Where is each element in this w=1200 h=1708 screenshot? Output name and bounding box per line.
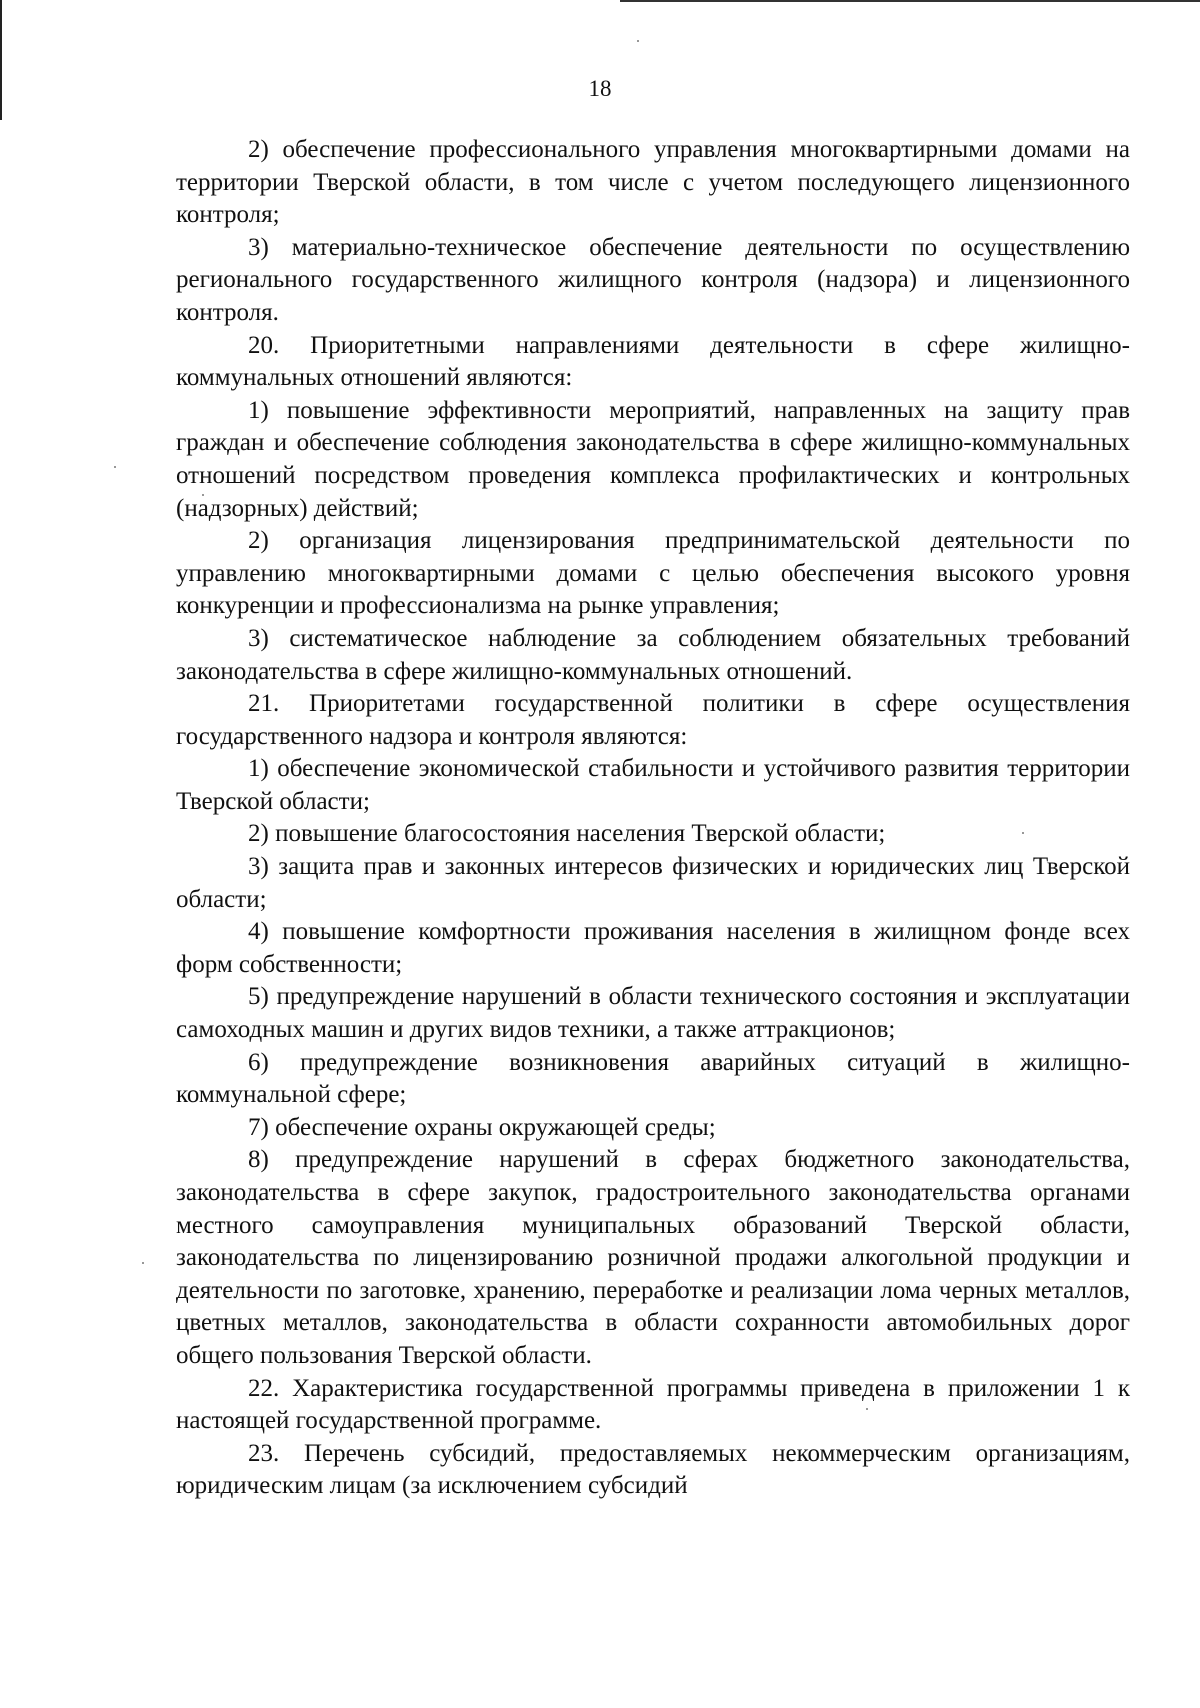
paragraph: 2) повышение благосостояния населения Тверской области; xyxy=(248,820,886,848)
paragraph: 23. Перечень субсидий, предоставляемых некоммерческим организациям, юридическим лицам (за исключением субсидий xyxy=(176,1439,1130,1500)
scan-speck xyxy=(637,40,639,42)
paragraph: 5) предупреждение нарушений в области технического состояния и эксплуатации самоходных машин и других видов техники, а также аттракционов; xyxy=(176,983,1130,1044)
paragraph: 8) предупреждение нарушений в сферах бюджетного законодательства, законодательства в сфере закупок, градостроительного законодательства органами местного самоуправления муниципальных образований Тверской области, законодательства по лицензированию розничной продажи алкогольной продукции и деятельности по заготовке, хранению, переработке и реализации лома черных металлов, цветных металлов, законодательства в области сохранности автомобильных дорог общего пользования Тверской области. xyxy=(176,1146,1130,1369)
paragraph: 2) организация лицензирования предпринимательской деятельности по управлению многоквартирными домами с целью обеспечения высокого уровня конкуренции и профессионализма на рынке управления; xyxy=(176,527,1130,620)
paragraph: 4) повышение комфортности проживания населения в жилищном фонде всех форм собственности; xyxy=(176,918,1130,978)
paragraph: 6) предупреждение возникновения аварийных ситуаций в жилищно-коммунальной сфере; xyxy=(176,1048,1130,1109)
paragraph: 21. Приоритетами государственной политики в сфере осуществления государственного надзора и контроля являются: xyxy=(176,690,1130,750)
document-body xyxy=(176,134,1130,1503)
paragraph: 20. Приоритетными направлениями деятельности в сфере жилищно-коммунальных отношений являются: xyxy=(176,331,1130,392)
paragraph: 1) обеспечение экономической стабильности и устойчивого развития территории Тверской области; xyxy=(176,755,1130,815)
paragraph: 1) повышение эффективности мероприятий, направленных на защиту прав граждан и обеспечение соблюдения законодательства в сфере жилищно-коммунальных отношений посредством проведения комплекса профилактических и контрольных (надзорных) действий; xyxy=(176,396,1130,522)
paragraph: 22. Характеристика государственной программы приведена в приложении 1 к настоящей государственной программе. xyxy=(176,1374,1130,1435)
paragraph: 3) защита прав и законных интересов физических и юридических лиц Тверской области; xyxy=(176,853,1130,913)
scan-edge-left xyxy=(0,0,2,120)
paragraph: 3) систематическое наблюдение за соблюдением обязательных требований законодательства в сфере жилищно-коммунальных отношений. xyxy=(176,624,1130,685)
page-number: 18 xyxy=(588,76,612,101)
paragraph: 7) обеспечение охраны окружающей среды; xyxy=(248,1113,716,1141)
paragraph: 2) обеспечение профессионального управления многоквартирными домами на территории Тверской области, в том числе с учетом последующего лицензионного контроля; xyxy=(176,136,1130,229)
scan-edge-top xyxy=(620,0,1200,2)
paragraph: 3) материально-техническое обеспечение деятельности по осуществлению регионального государственного жилищного контроля (надзора) и лицензионного контроля. xyxy=(176,233,1130,326)
scan-speck xyxy=(142,1262,144,1264)
scan-speck xyxy=(114,466,116,468)
